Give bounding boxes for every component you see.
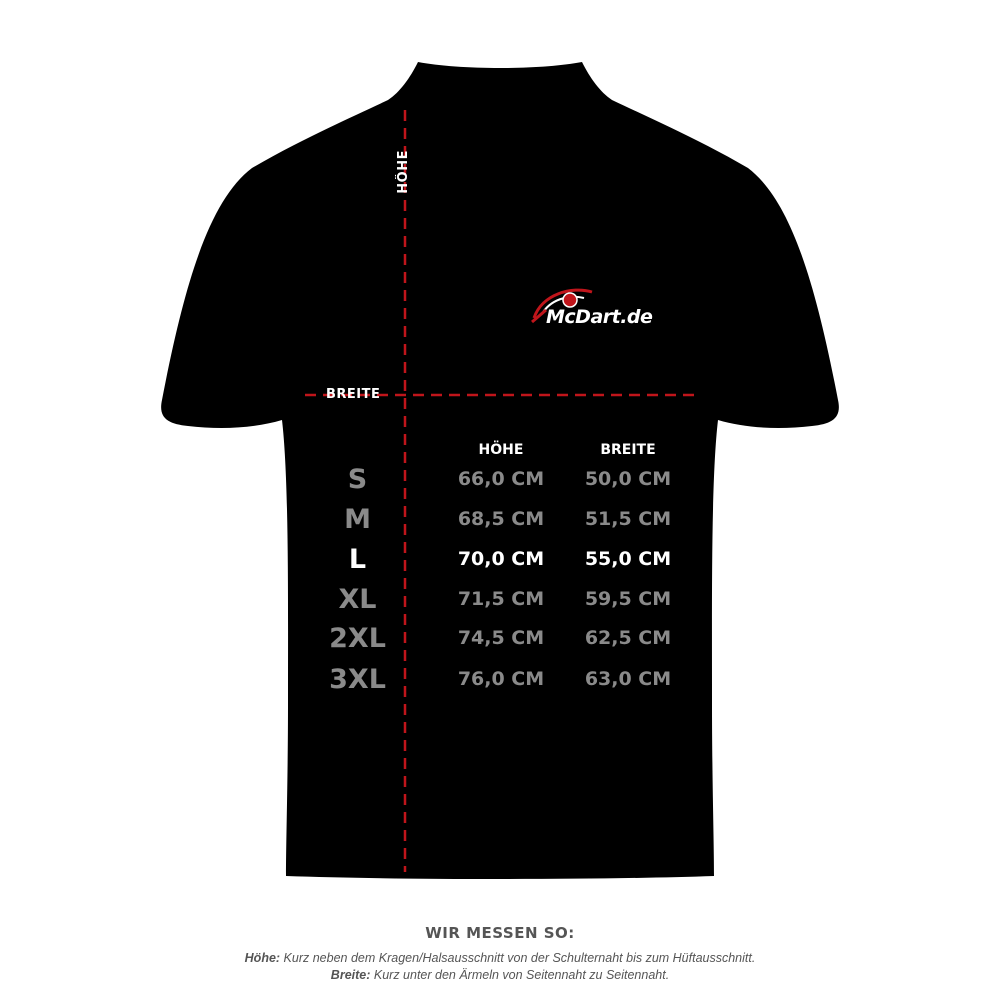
footer-key-breite: Breite: bbox=[330, 968, 371, 982]
footer-line-breite bbox=[0, 968, 1000, 982]
size-label: XL bbox=[338, 584, 377, 615]
size-label: 3XL bbox=[329, 664, 386, 695]
logo-text: McDart.de bbox=[546, 306, 653, 328]
hoehe-value: 71,5 CM bbox=[457, 588, 545, 610]
size-label: S bbox=[347, 464, 368, 495]
footer-text-hoehe: Kurz neben dem Kragen/Halsausschnitt von der Schulternaht bis zum Hüftausschnitt. bbox=[280, 951, 756, 965]
size-label: M bbox=[344, 504, 371, 535]
hoehe-measure-label: HÖHE bbox=[396, 150, 411, 194]
breite-value: 50,0 CM bbox=[584, 468, 672, 490]
hoehe-value: 74,5 CM bbox=[457, 627, 545, 649]
hoehe-value: 68,5 CM bbox=[457, 508, 545, 530]
breite-value: 62,5 CM bbox=[584, 627, 672, 649]
table-header-hoehe: HÖHE bbox=[478, 442, 524, 458]
footer-line-hoehe bbox=[0, 951, 1000, 965]
breite-measure-label: BREITE bbox=[326, 387, 381, 402]
breite-value: 63,0 CM bbox=[584, 668, 672, 690]
size-label: L bbox=[348, 544, 367, 575]
footer-key-hoehe: Höhe: bbox=[244, 951, 281, 965]
breite-value: 55,0 CM bbox=[584, 548, 672, 570]
hoehe-value: 66,0 CM bbox=[457, 468, 545, 490]
breite-value: 59,5 CM bbox=[584, 588, 672, 610]
mcdart-logo bbox=[528, 284, 678, 330]
size-label: 2XL bbox=[329, 623, 386, 654]
table-header-breite: BREITE bbox=[600, 442, 656, 458]
hoehe-value: 76,0 CM bbox=[457, 668, 545, 690]
footer-title: WIR MESSEN SO: bbox=[425, 924, 575, 942]
breite-value: 51,5 CM bbox=[584, 508, 672, 530]
footer-text-breite: Kurz unter den Ärmeln von Seitennaht zu Seitennaht. bbox=[370, 968, 670, 982]
hoehe-value: 70,0 CM bbox=[457, 548, 545, 570]
